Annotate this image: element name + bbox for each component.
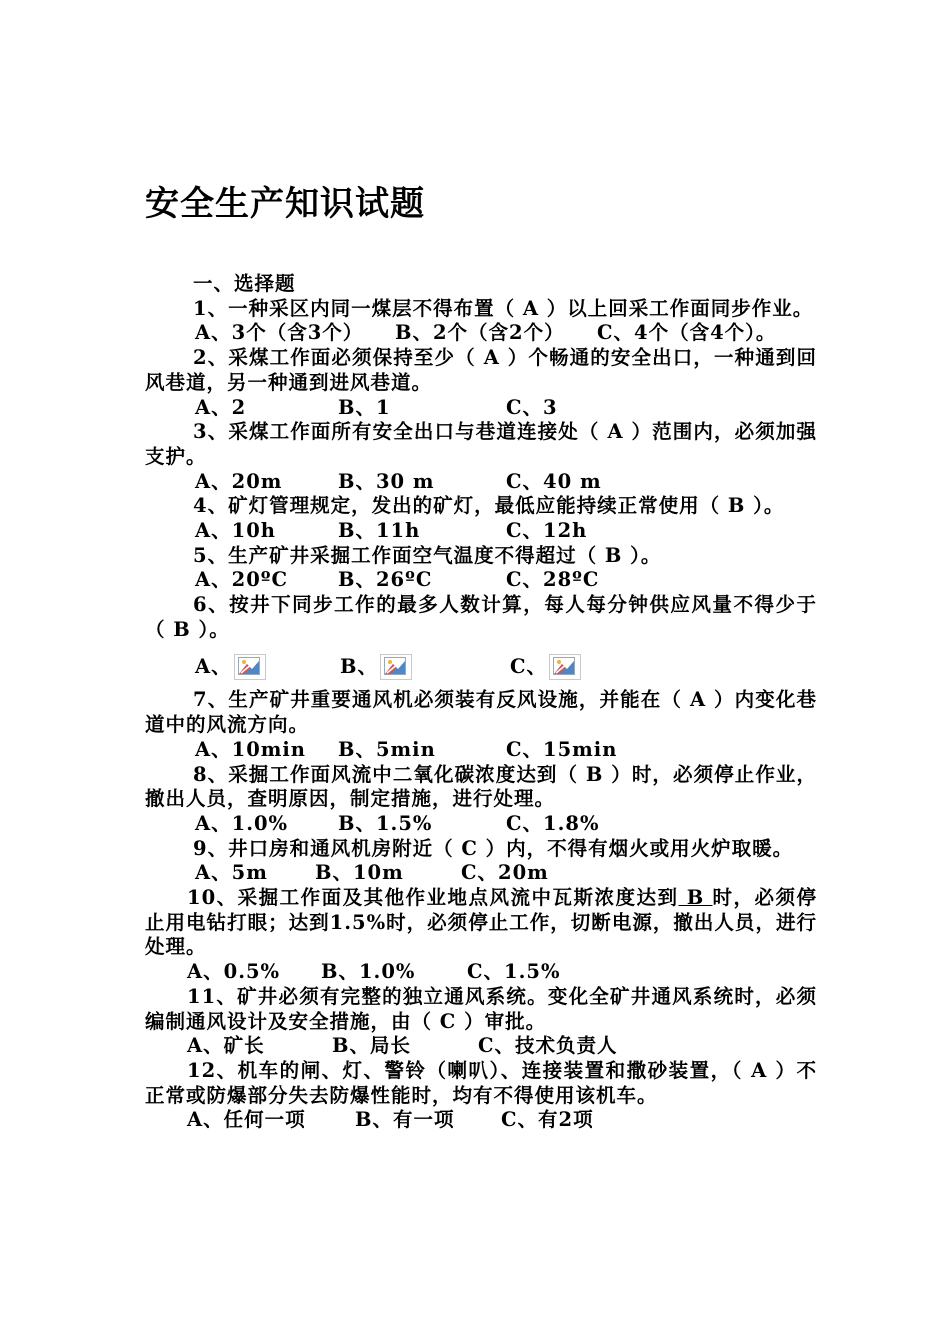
question-text-part: 10、采掘工作面及其他作业地点风流中瓦斯浓度达到 <box>187 886 679 910</box>
option-c: C、1.5% <box>467 960 561 984</box>
question-text <box>145 886 817 960</box>
option-row <box>145 568 817 593</box>
option-b: B、30 m <box>338 469 435 493</box>
option-b: B、1.0% <box>321 960 416 984</box>
option-row <box>145 470 817 495</box>
option-a: A、3个（含3个） <box>195 321 364 345</box>
option-a: A、任何一项 <box>187 1108 306 1132</box>
broken-image-icon <box>234 654 266 680</box>
option-c-label: C、 <box>510 655 548 679</box>
question-text: 11、矿井必须有完整的独立通风系统。变化全矿井通风系统时，必须编制通风设计及安全措施，由（ C ）审批。 <box>145 984 817 1033</box>
document-title: 安全生产知识试题 <box>145 184 425 224</box>
option-a: A、1.0% <box>195 811 289 835</box>
option-row <box>145 861 817 886</box>
question-text: 3、采煤工作面所有安全出口与巷道连接处（ A ）范围内，必须加强支护。 <box>145 420 817 468</box>
option-row <box>145 1108 817 1133</box>
option-c: C、4个（含4个）。 <box>597 321 777 345</box>
option-c: C、1.8% <box>506 811 600 835</box>
broken-image-icon <box>549 654 581 680</box>
option-c: C、有2项 <box>501 1108 594 1132</box>
option-a <box>195 654 266 680</box>
option-a: A、20ºC <box>195 568 289 592</box>
option-c <box>510 654 581 680</box>
option-row <box>145 1034 817 1059</box>
option-a: A、5m <box>195 861 268 885</box>
option-row <box>145 648 817 688</box>
option-row <box>145 812 817 837</box>
option-c: C、28ºC <box>506 568 600 592</box>
broken-image-icon <box>380 654 412 680</box>
option-c: C、15min <box>506 737 618 761</box>
option-b: B、26ºC <box>338 568 433 592</box>
option-b <box>340 654 412 680</box>
option-row <box>145 738 817 763</box>
option-b: B、5min <box>338 737 436 761</box>
option-row <box>145 321 817 346</box>
option-a: A、10min <box>195 737 306 761</box>
option-c: C、40 m <box>506 469 602 493</box>
option-a: A、20m <box>195 469 283 493</box>
question-text: 9、井口房和通风机房附近（ C ）内，不得有烟火或用火炉取暖。 <box>193 836 794 860</box>
answer-blank: B <box>678 886 713 910</box>
question-text: 1、一种采区内同一煤层不得布置（ A ）以上回采工作面同步作业。 <box>193 296 814 320</box>
question-text: 7、生产矿井重要通风机必须装有反风设施，并能在（ A ）内变化巷道中的风流方向。 <box>145 688 817 737</box>
option-c: C、技术负责人 <box>478 1034 618 1058</box>
question-text: 6、按井下同步工作的最多人数计算，每人每分钟供应风量不得少于（ B ）。 <box>145 593 817 641</box>
question-text: 2、采煤工作面必须保持至少（ A ）个畅通的安全出口，一种通到回风巷道，另一种通到进风巷道。 <box>145 346 817 394</box>
option-row <box>145 519 817 544</box>
question-text: 5、生产矿井采掘工作面空气温度不得超过（ B ）。 <box>193 543 662 567</box>
option-b-label: B、 <box>340 655 378 679</box>
option-b: B、1.5% <box>338 811 433 835</box>
option-a: A、矿长 <box>187 1034 265 1058</box>
option-b: B、1 <box>338 395 391 419</box>
option-b: B、10m <box>315 861 404 885</box>
option-a-label: A、 <box>195 655 232 679</box>
option-a: A、10h <box>195 518 276 542</box>
option-c: C、3 <box>506 395 558 419</box>
option-b: B、2个（含2个） <box>395 321 565 345</box>
option-row <box>145 960 817 985</box>
option-a: A、2 <box>195 395 247 419</box>
question-text: 4、矿灯管理规定，发出的矿灯，最低应能持续正常使用（ B ）。 <box>193 494 785 518</box>
question-text: 8、采掘工作面风流中二氧化碳浓度达到（ B ）时，必须停止作业，撤出人员，查明原因，制定措施，进行处理。 <box>145 762 817 811</box>
option-b: B、有一项 <box>355 1108 455 1132</box>
option-b: B、局长 <box>332 1034 411 1058</box>
option-c: C、20m <box>461 861 549 885</box>
option-a: A、0.5% <box>187 960 281 984</box>
question-list <box>145 272 817 1133</box>
option-row <box>145 396 817 421</box>
question-text: 12、机车的闸、灯、警铃（喇叭）、连接装置和撒砂装置，（ A ）不正常或防爆部分失去防爆性能时，均有不得使用该机车。 <box>145 1058 817 1107</box>
section-heading: 一、选择题 <box>193 272 296 295</box>
question-text-part: 时，必须停止用电钻打眼；达到1.5%时，必须停止工作，切断电源，撤出人员，进行处理。 <box>145 886 817 959</box>
option-c: C、12h <box>506 518 588 542</box>
option-b: B、11h <box>338 518 421 542</box>
